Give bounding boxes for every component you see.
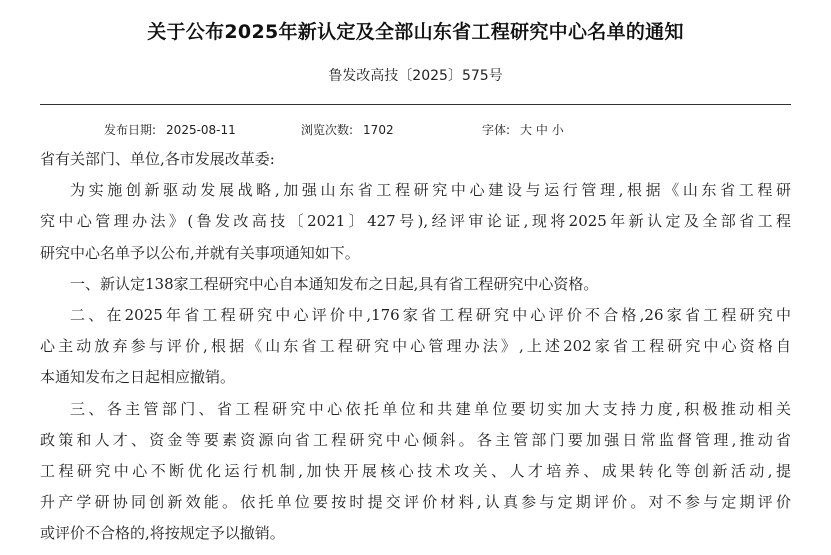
- body-text-line: 三、各主管部门、省工程研究中心依托单位和共建单位要切实加大支持力度,积极推动相关: [70, 399, 791, 418]
- body-text-line: 工程研究中心不断优化运行机制,加快开展核心技术攻关、人才培养、成果转化等创新活动,提: [40, 461, 791, 480]
- body-text-line: 心主动放弃参与评价,根据《山东省工程研究中心管理办法》,上述202家省工程研究中心资格自: [40, 337, 791, 356]
- body-text-line: 本通知发布之日起相应撤销。: [40, 368, 236, 387]
- publish-date-field: [104, 121, 236, 138]
- salutation-line: 省有关部门、单位,各市发展改革委:: [40, 150, 275, 168]
- body-text-line: 一、新认定138家工程研究中心自本通知发布之日起,具有省工程研究中心资格。: [70, 274, 599, 293]
- body-text-line: 政策和人才、资金等要素资源向省工程研究中心倾斜。各主管部门要加强日常监督管理,推动省: [40, 430, 791, 449]
- body-text-line: 究中心管理办法》(鲁发改高技〔2021〕427号),经评审论证,现将2025年新认定及全部省工程: [40, 212, 791, 231]
- body-text-line: 为实施创新驱动发展战略,加强山东省工程研究中心建设与运行管理,根据《山东省工程研: [70, 181, 791, 200]
- font-size-switcher: [482, 121, 564, 138]
- font-size-medium-button[interactable]: 中: [535, 123, 548, 137]
- view-count-label: 浏览次数:: [301, 123, 354, 137]
- font-size-label: 字体:: [482, 123, 511, 137]
- body-text-line: 二、在2025年省工程研究中心评价中,176家省工程研究中心评价不合格,26家省工程研究中: [70, 305, 791, 324]
- publish-date-value: 2025-08-11: [166, 123, 236, 137]
- body-text-line: 研究中心名单予以公布,并就有关事项通知如下。: [40, 243, 360, 262]
- body-text-line: 升产学研协同创新效能。依托单位要按时提交评价材料,认真参与定期评价。对不参与定期评价: [40, 493, 791, 512]
- header-divider: [40, 104, 791, 105]
- publish-date-label: 发布日期:: [104, 123, 157, 137]
- document-number: 鲁发改高技〔2025〕575号: [328, 68, 503, 84]
- page-title: 关于公布2025年新认定及全部山东省工程研究中心名单的通知: [147, 21, 684, 43]
- view-count-field: [301, 121, 394, 138]
- notice-body: [40, 144, 791, 549]
- body-text-line: 或评价不合格的,将按规定予以撤销。: [40, 524, 285, 543]
- view-count-value: 1702: [363, 123, 394, 137]
- font-size-small-button[interactable]: 小: [551, 123, 564, 137]
- font-size-large-button[interactable]: 大: [520, 123, 533, 137]
